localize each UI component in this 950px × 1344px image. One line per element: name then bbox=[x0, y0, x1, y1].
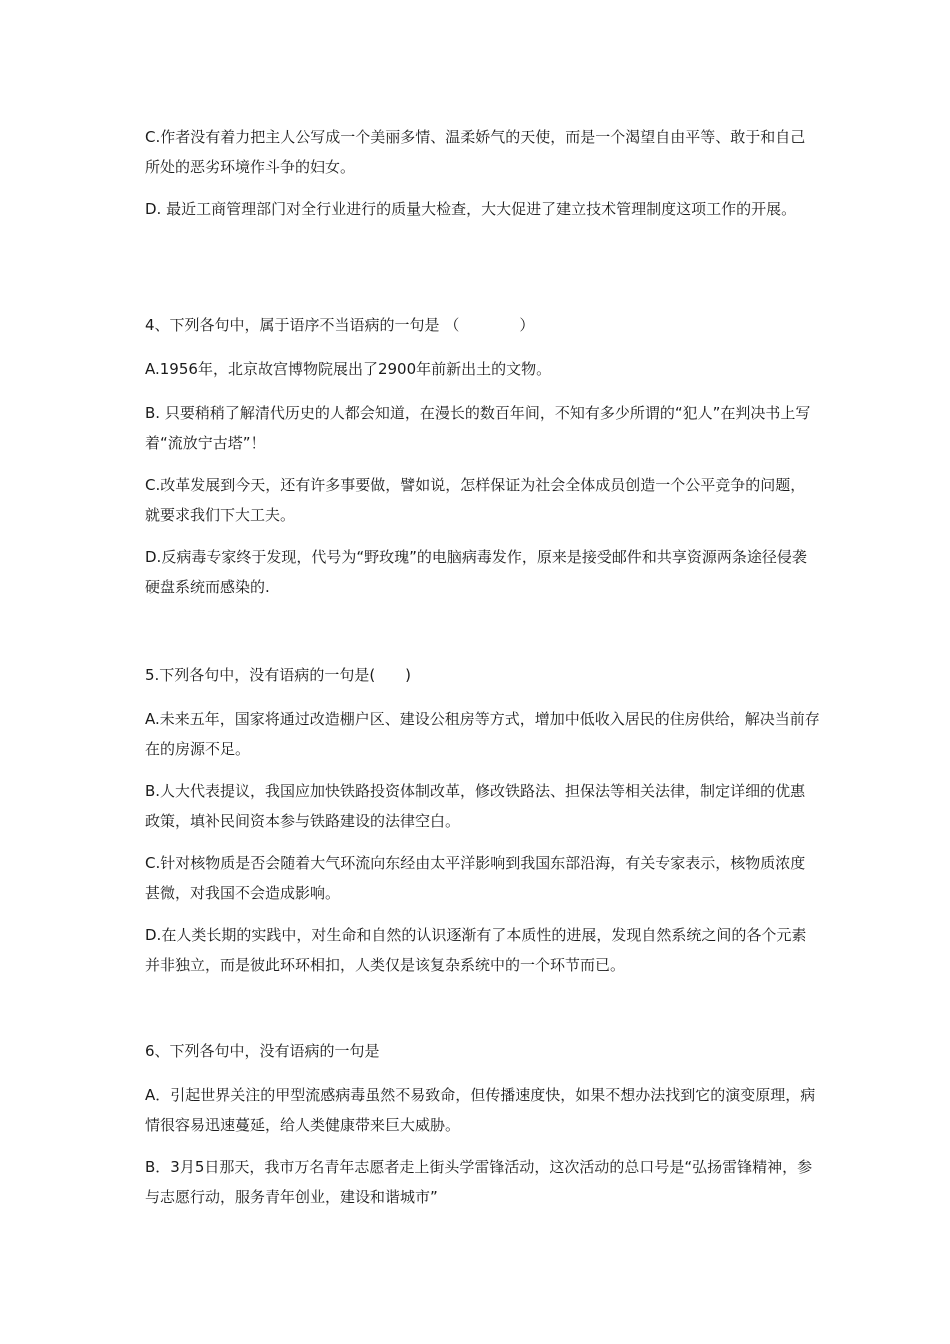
q3-option-d: D. 最近工商管理部门对全行业进行的质量大检查，大大促进了建立技术管理制度这项工作的开展。 bbox=[145, 200, 797, 218]
q5-option-c: C.针对核物质是否会随着大气环流向东经由太平洋影响到我国东部沿海，有关专家表示，核物质浓度甚微，对我国不会造成影响。 bbox=[145, 854, 806, 902]
q4-option-b: B. 只要稍稍了解清代历史的人都会知道，在漫长的数百年间，不知有多少所谓的“犯人”在判决书上写着“流放宁古塔”！ bbox=[145, 404, 811, 452]
q5-option-b: B.人大代表提议，我国应加快铁路投资体制改革，修改铁路法、担保法等相关法律，制定详细的优惠政策，填补民间资本参与铁路建设的法律空白。 bbox=[145, 782, 806, 830]
q3-option-c: C.作者没有着力把主人公写成一个美丽多情、温柔娇气的天使，而是一个渴望自由平等、敢于和自己所处的恶劣环境作斗争的妇女。 bbox=[145, 128, 806, 176]
q4-option-d: D.反病毒专家终于发现，代号为“野玫瑰”的电脑病毒发作，原来是接受邮件和共享资源两条途径侵袭硬盘系统而感染的. bbox=[145, 548, 807, 596]
q4-option-a: A.1956年，北京故宫博物院展出了2900年前新出土的文物。 bbox=[145, 360, 552, 378]
q6-stem: 6、下列各句中，没有语病的一句是 bbox=[145, 1042, 380, 1060]
q6-option-a: A．引起世界关注的甲型流感病毒虽然不易致命，但传播速度快，如果不想办法找到它的演变原理，病情很容易迅速蔓延，给人类健康带来巨大威胁。 bbox=[145, 1086, 816, 1134]
q4-option-c: C.改革发展到今天，还有许多事要做，譬如说，怎样保证为社会全体成员创造一个公平竞争的问题，就要求我们下大工夫。 bbox=[145, 476, 806, 524]
q5-option-d: D.在人类长期的实践中，对生命和自然的认识逐渐有了本质性的进展，发现自然系统之间的各个元素并非独立，而是彼此环环相扣，人类仅是该复杂系统中的一个环节而已。 bbox=[145, 926, 807, 974]
q5-option-a: A.未来五年，国家将通过改造棚户区、建设公租房等方式，增加中低收入居民的住房供给，解决当前存在的房源不足。 bbox=[145, 710, 820, 758]
q5-stem: 5.下列各句中，没有语病的一句是( ) bbox=[145, 666, 412, 684]
q6-option-b: B．3月5日那天，我市万名青年志愿者走上街头学雷锋活动，这次活动的总口号是“弘扬雷锋精神，参与志愿行动，服务青年创业，建设和谐城市” bbox=[145, 1158, 813, 1206]
q4-stem: 4、下列各句中，属于语序不当语病的一句是 （ ） bbox=[145, 316, 535, 334]
